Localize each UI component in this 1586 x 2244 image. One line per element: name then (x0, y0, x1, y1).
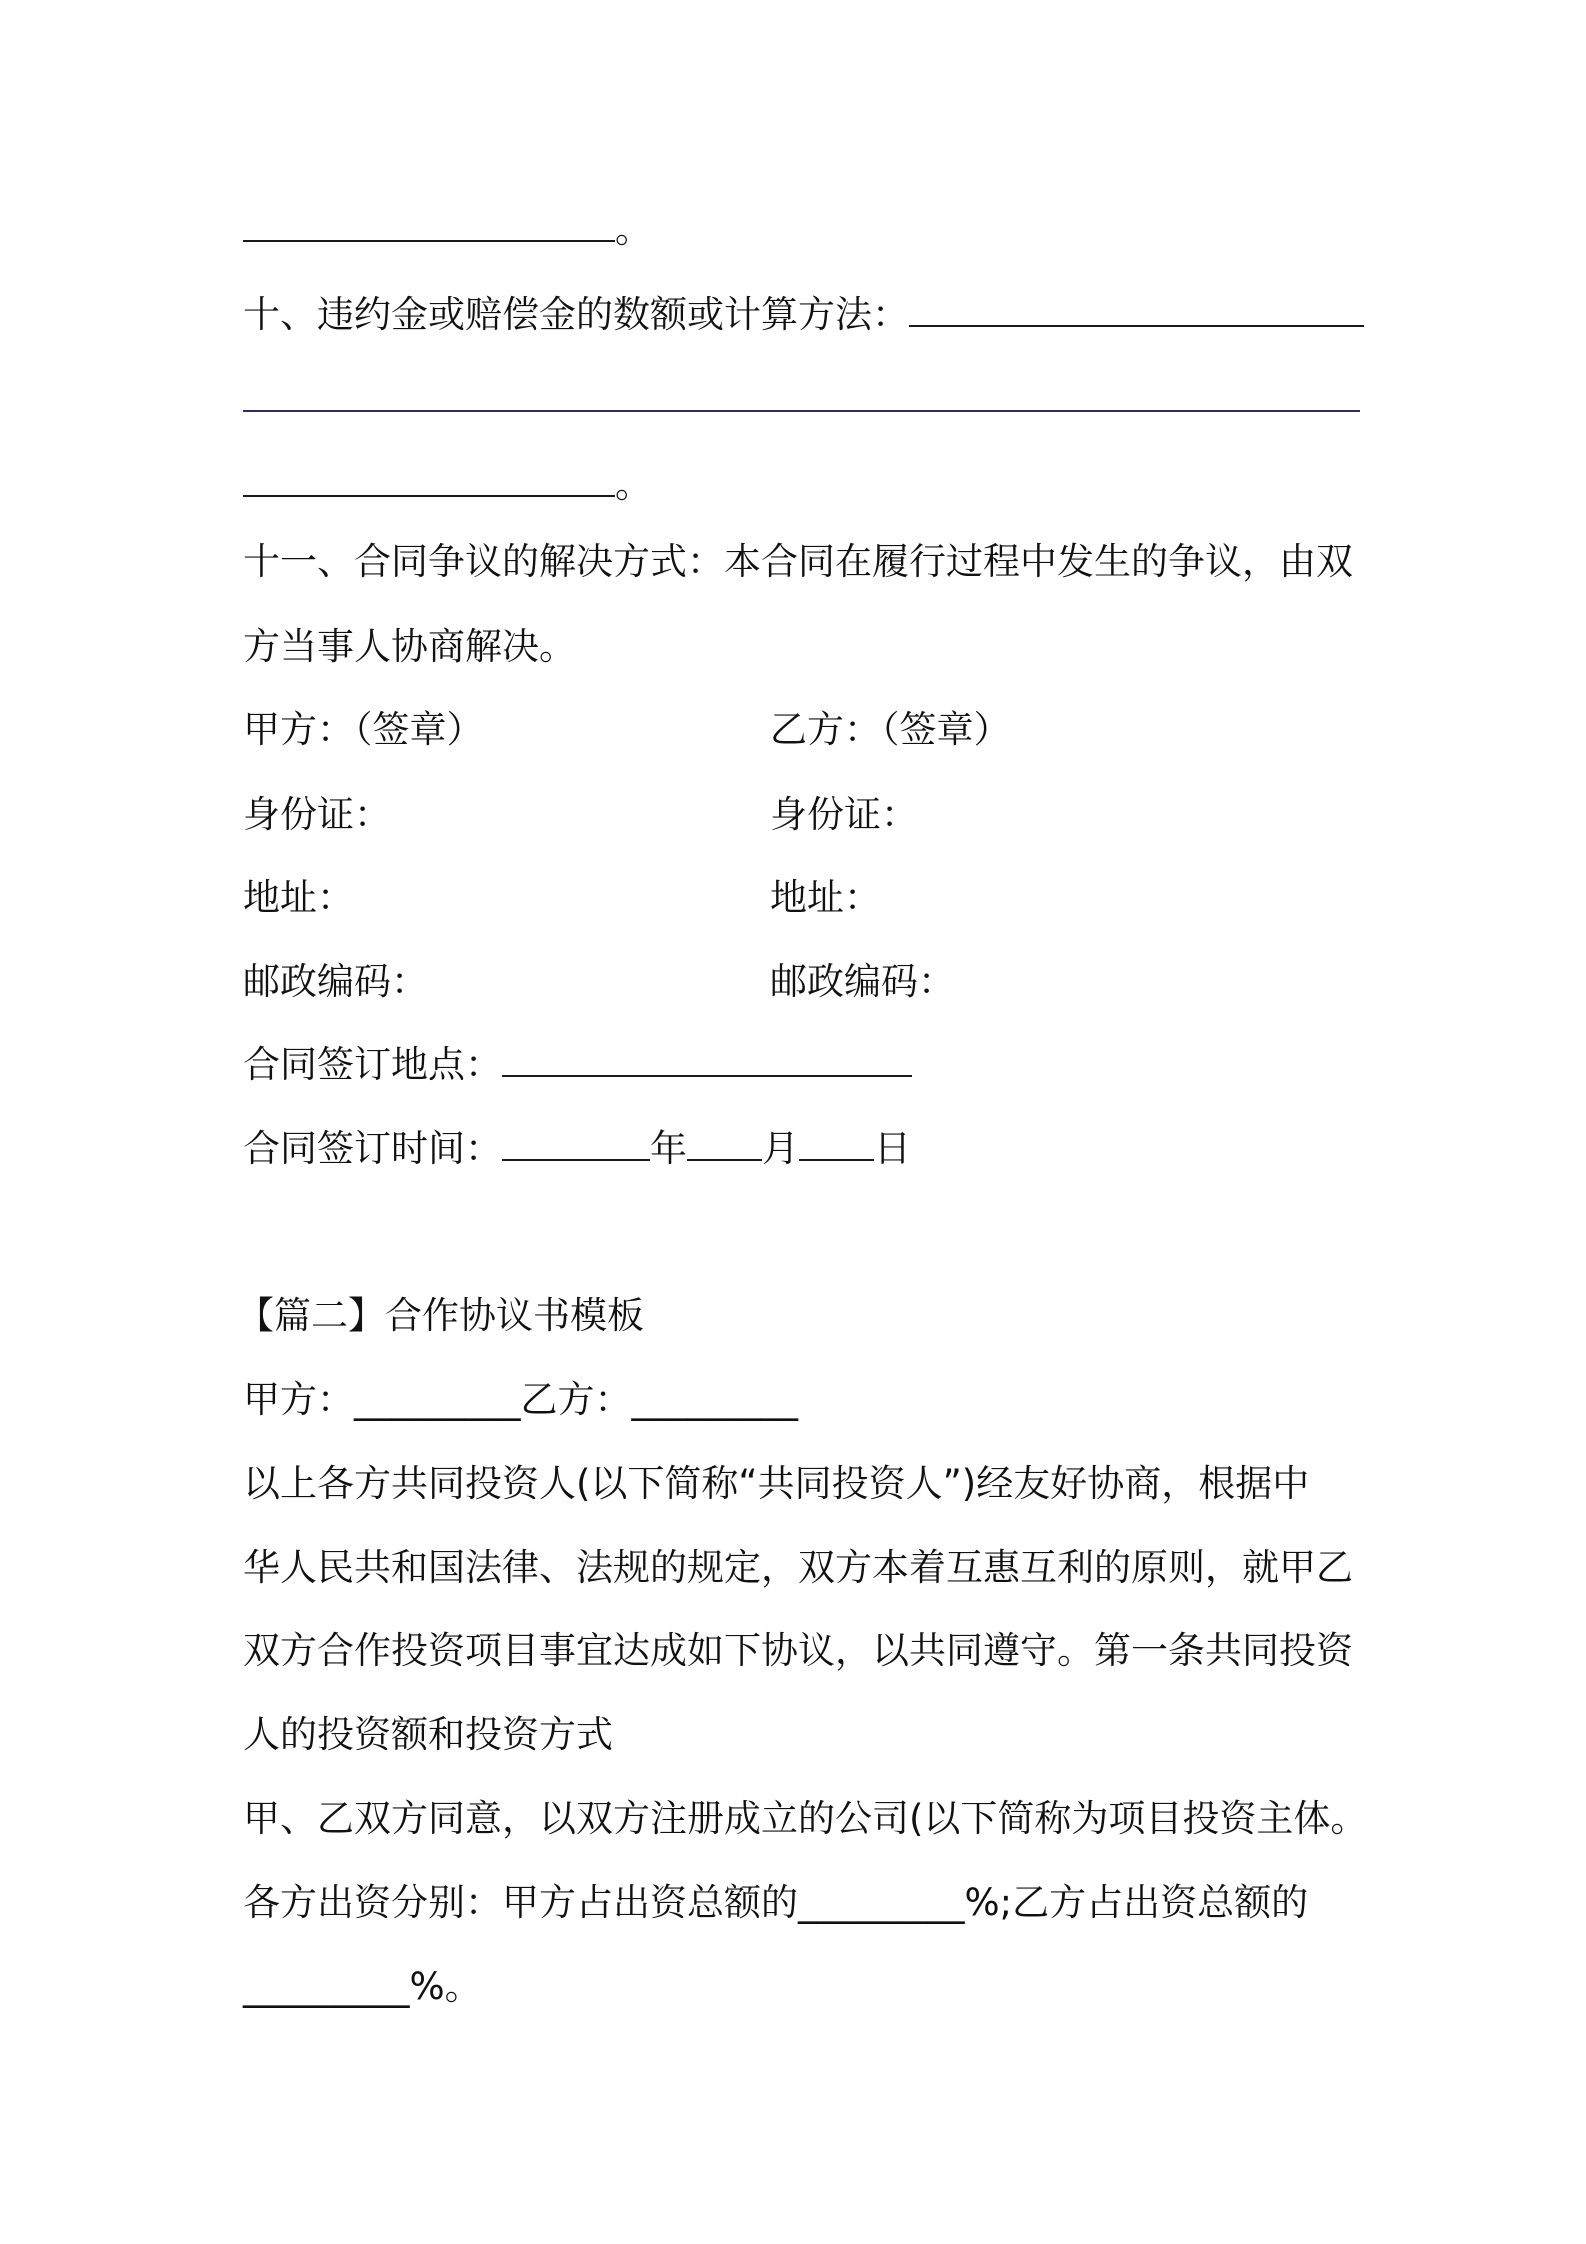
signing-time-label: 合同签订时间： (243, 1127, 502, 1170)
signing-time (243, 1124, 1363, 1174)
party-b-blank: _________ (631, 1378, 798, 1421)
party-a-label: 甲方： (243, 1378, 354, 1421)
section-2-title: 【篇二】合作协议书模板 (237, 1294, 644, 1337)
fill-blank (687, 1125, 762, 1161)
contribution-a-label: 各方出资分别：甲方占出资总额的 (243, 1881, 798, 1924)
signature-row-id (243, 790, 1363, 840)
party-b-address: 地址： (770, 876, 881, 919)
party-b-sign: 乙方：（签章） (770, 708, 1011, 751)
party-a-blank: _________ (354, 1378, 521, 1421)
month-label: 月 (762, 1127, 799, 1170)
year-label: 年 (650, 1127, 687, 1170)
party-a-sign: 甲方：（签章） (243, 708, 484, 751)
contribution-b-label: %;乙方占出资总额的 (964, 1881, 1309, 1924)
day-label: 日 (874, 1127, 911, 1170)
party-a-id: 身份证： (243, 793, 391, 836)
line-end-punct: 。 (615, 208, 652, 251)
party-b-label: 乙方： (520, 1378, 632, 1421)
paragraph-1-line-2: 华人民共和国法律、法规的规定，双方本着互惠互利的原则，就甲乙 (243, 1546, 1353, 1589)
fill-blank (243, 206, 615, 242)
party-b-postal: 邮政编码： (770, 960, 955, 1003)
contribution-b-blank: _________ (243, 1965, 410, 2008)
fill-blank (502, 1125, 650, 1161)
paragraph-1-line-1: 以上各方共同投资人(以下简称“共同投资人”)经友好协商，根据中 (243, 1462, 1310, 1505)
article-10-label: 十、违约金或赔偿金的数额或计算方法： (243, 293, 909, 336)
paragraph-1-line-3: 双方合作投资项目事宜达成如下协议，以共同遵守。第一条共同投资 (243, 1629, 1353, 1672)
fill-blank (502, 1041, 912, 1077)
signing-place (243, 1040, 1363, 1090)
party-b-id: 身份证： (770, 793, 918, 836)
full-width-blank (243, 410, 1360, 412)
signature-row-address (243, 873, 1363, 923)
signing-place-label: 合同签订地点： (243, 1043, 502, 1086)
paragraph-3-line-2 (243, 1962, 1363, 2012)
paragraph-3-line-1 (243, 1878, 1363, 1928)
line-end-punct: 。 (615, 463, 652, 506)
section-2-parties (243, 1375, 1363, 1425)
party-a-address: 地址： (243, 876, 354, 919)
article-11-line-2: 方当事人协商解决。 (243, 625, 576, 668)
contribution-a-blank: _________ (798, 1881, 965, 1924)
signature-row-party (243, 705, 1363, 755)
fill-blank (243, 461, 615, 497)
paragraph-1-line-4: 人的投资额和投资方式 (243, 1713, 613, 1756)
article-11-line-1: 十一、合同争议的解决方式：本合同在履行过程中发生的争议，由双 (243, 540, 1353, 583)
fill-blank (799, 1125, 874, 1161)
paragraph-2: 甲、乙双方同意，以双方注册成立的公司(以下简称为项目投资主体。 (243, 1797, 1368, 1840)
blank-line-1 (243, 205, 1363, 255)
fill-blank (909, 291, 1364, 327)
party-a-postal: 邮政编码： (243, 960, 428, 1003)
contribution-b-end: %。 (409, 1965, 482, 2008)
signature-row-postal (243, 957, 1363, 1007)
blank-line-2 (243, 460, 1363, 510)
article-10 (243, 290, 1363, 340)
